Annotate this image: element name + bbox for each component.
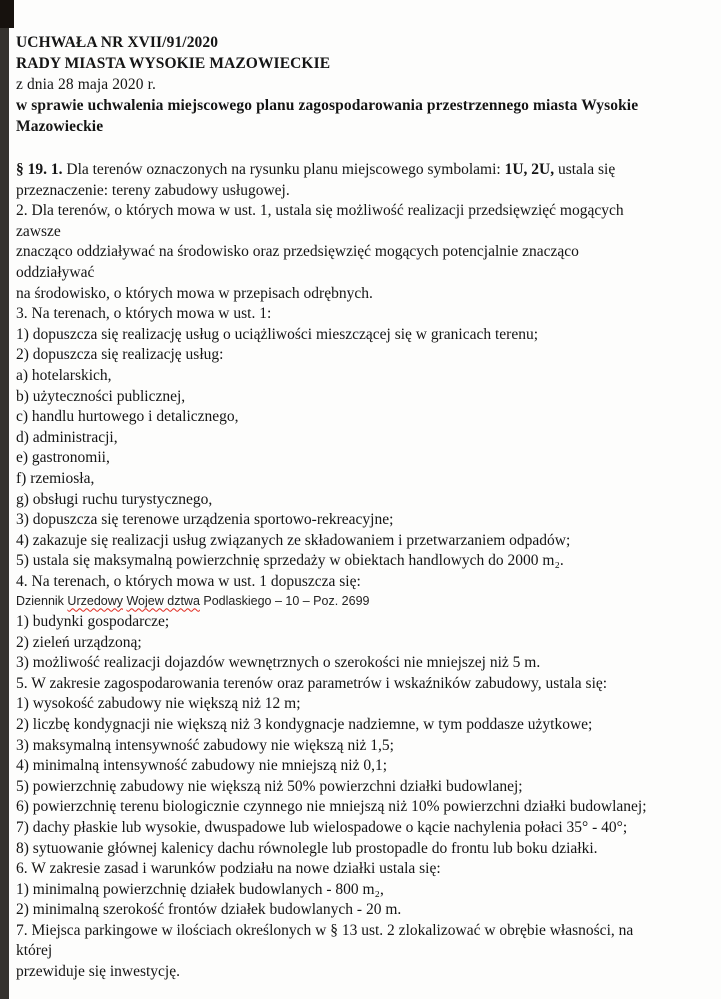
document-line	[16, 222, 710, 243]
text-segment: 1) minimalną powierzchnię działek budowlanych - 800 m₂,	[16, 880, 384, 898]
document-line	[16, 612, 710, 633]
text-segment: c) handlu hurtowego i detalicznego,	[16, 408, 239, 426]
document-line	[16, 941, 710, 962]
text-segment: 5) ustala się maksymalną powierzchnię sprzedaży w obiektach handlowych do 2000 m₂.	[16, 552, 564, 570]
text-segment: 6) powierzchnię terenu biologicznie czynnego nie mniejszą niż 10% powierzchni działki budowlanej;	[16, 798, 647, 816]
document-line	[16, 490, 710, 511]
resolution-subject: w sprawie uchwalenia miejscowego planu zagospodarowania przestrzennego miasta Wysokie Mazowieckie	[16, 97, 639, 135]
document-line	[16, 653, 710, 674]
text-segment: 1) dopuszcza się realizację usług o uciążliwości mieszczącej się w granicach terenu;	[16, 325, 539, 343]
document-line	[16, 407, 710, 428]
text-segment: g) obsługi ruchu turystycznego,	[16, 490, 213, 508]
document-line	[16, 777, 710, 798]
document-line	[16, 921, 710, 942]
text-segment: e) gastronomii,	[16, 449, 110, 467]
text-segment: § 19. 1.	[16, 161, 67, 178]
document-line	[16, 756, 710, 777]
document-line	[16, 962, 710, 983]
text-segment: 7. Miejsca parkingowe w ilościach określonych w § 13 ust. 2 zlokalizować w obrębie własności, na	[16, 921, 634, 939]
text-segment: 2) minimalną szerokość frontów działek budowlanych - 20 m.	[16, 901, 402, 919]
document-line	[16, 880, 710, 901]
document-line	[16, 325, 710, 346]
text-segment: f) rzemiosła,	[16, 469, 95, 487]
document-line	[16, 242, 710, 263]
issuing-body: RADY MIASTA WYSOKIE MAZOWIECKIE	[16, 55, 331, 72]
text-segment: 1) budynki gospodarcze;	[16, 612, 170, 630]
journal-footer-line	[16, 592, 710, 612]
document-line	[16, 839, 710, 860]
text-segment: 6. W zakresie zasad i warunków podziału na nowe działki ustala się:	[16, 860, 441, 878]
document-line	[16, 797, 710, 818]
text-segment: 5. W zakresie zagospodarowania terenów oraz parametrów i wskaźników zabudowy, ustala się:	[16, 674, 608, 692]
text-segment: Podlaskiego – 10 – Poz. 2699	[199, 594, 370, 609]
text-segment: 3. Na terenach, o których mowa w ust. 1:	[16, 305, 272, 323]
text-segment: a) hotelarskich,	[16, 366, 112, 384]
document-page	[16, 32, 710, 983]
document-line	[16, 284, 710, 305]
document-line	[16, 736, 710, 757]
text-segment: znacząco oddziaływać na środowisko oraz przedsięwzięć mogących potencjalnie znacząco	[16, 243, 579, 261]
document-line	[16, 694, 710, 715]
text-segment: 3) możliwość realizacji dojazdów wewnętrznych o szerokości nie mniejszej niż 5 m.	[16, 654, 541, 672]
text-segment: 8) sytuowanie głównej kalenicy dachu równolegle lub prostopadle do frontu lub boku działki.	[16, 839, 598, 857]
scan-edge-corner-mark	[0, 0, 14, 28]
text-segment: 1U, 2U,	[504, 161, 555, 178]
resolution-number: UCHWAŁA NR XVII/91/2020	[16, 34, 219, 51]
spellcheck-marked-text: Wojew dztwa	[126, 594, 200, 609]
text-segment: 2) zieleń urządzoną;	[16, 633, 142, 651]
document-line	[16, 448, 710, 469]
document-line	[16, 428, 710, 449]
document-line	[16, 551, 710, 572]
document-line	[16, 818, 710, 839]
document-line	[16, 633, 710, 654]
document-line	[16, 531, 710, 552]
document-line	[16, 859, 710, 880]
document-line	[16, 469, 710, 490]
document-line	[16, 572, 710, 593]
text-segment: b) użyteczności publicznej,	[16, 387, 186, 405]
text-segment: d) administracji,	[16, 428, 118, 446]
text-segment: zawsze	[16, 222, 61, 240]
document-body	[16, 160, 710, 983]
text-segment: 4) minimalną intensywność zabudowy nie mniejszą niż 0,1;	[16, 757, 388, 775]
document-line	[16, 345, 710, 366]
text-segment: 7) dachy płaskie lub wysokie, dwuspadowe lub wielospadowe o kącie nachylenia połaci 35° - 40°;	[16, 818, 628, 836]
document-header	[16, 32, 710, 137]
text-segment: 3) maksymalną intensywność zabudowy nie większą niż 1,5;	[16, 736, 394, 754]
document-line	[16, 304, 710, 325]
text-segment: Dziennik	[16, 594, 68, 609]
spellcheck-marked-text: Urzedowy	[67, 594, 123, 609]
text-segment: 2) liczbę kondygnacji nie większą niż 3 kondygnacje nadziemne, w tym poddasze użytkowe;	[16, 715, 593, 733]
text-segment: 4. Na terenach, o których mowa w ust. 1 dopuszcza się:	[16, 572, 361, 590]
text-segment: Dla terenów oznaczonych na rysunku planu miejscowego symbolami:	[66, 161, 505, 178]
text-segment: 3) dopuszcza się terenowe urządzenia sportowo-rekreacyjne;	[16, 511, 394, 529]
text-segment: przeznaczenie: tereny zabudowy usługowej.	[16, 181, 290, 199]
text-segment: 1) wysokość zabudowy nie większą niż 12 m;	[16, 695, 301, 713]
text-segment: ustala się	[554, 161, 616, 178]
document-line	[16, 900, 710, 921]
text-segment: 2. Dla terenów, o których mowa w ust. 1, ustala się możliwość realizacji przedsięwzięć mogących	[16, 202, 624, 220]
text-segment: 4) zakazuje się realizacji usług związanych ze składowaniem i przetwarzaniem odpadów;	[16, 531, 571, 549]
document-line	[16, 181, 710, 202]
document-line	[16, 510, 710, 531]
text-segment: przewiduje się inwestycję.	[16, 963, 180, 981]
document-line	[16, 160, 710, 181]
resolution-date: z dnia 28 maja 2020 r.	[16, 76, 156, 93]
text-segment: 2) dopuszcza się realizację usług:	[16, 346, 224, 364]
document-line	[16, 674, 710, 695]
text-segment: na środowisko, o których mowa w przepisach odrębnych.	[16, 284, 373, 302]
text-segment: której	[16, 942, 53, 960]
document-line	[16, 715, 710, 736]
scan-edge-strip	[0, 0, 9, 999]
document-line	[16, 387, 710, 408]
document-line	[16, 201, 710, 222]
document-line	[16, 366, 710, 387]
document-line	[16, 263, 710, 284]
text-segment: oddziaływać	[16, 263, 95, 281]
text-segment: 5) powierzchnię zabudowy nie większą niż 50% powierzchni działki budowlanej;	[16, 777, 523, 795]
